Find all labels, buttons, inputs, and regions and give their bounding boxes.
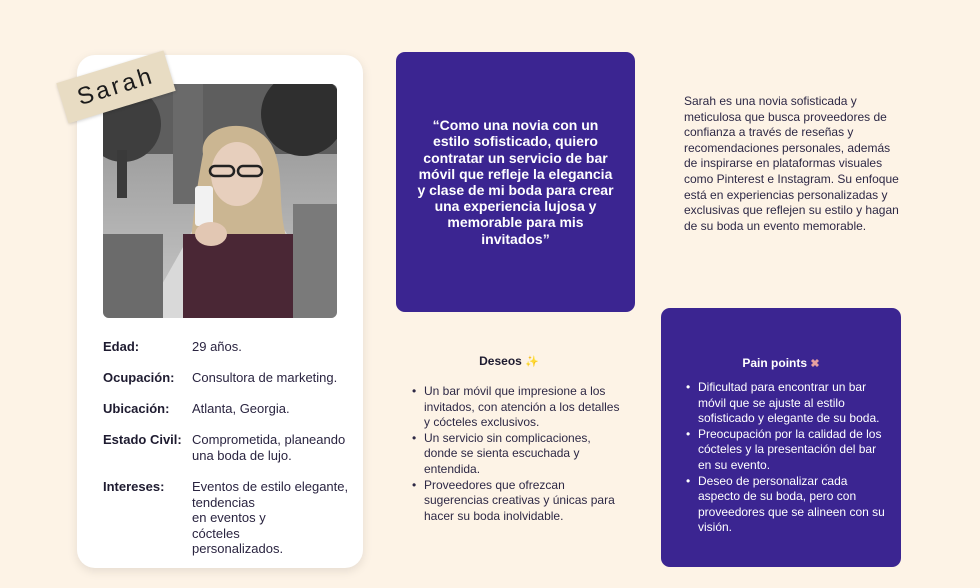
profile-value: Comprometida, planeando una boda de lujo. (192, 432, 346, 463)
pain-points-list (686, 380, 891, 536)
persona-quote-box (396, 52, 635, 312)
pain-icon: ✖ (810, 358, 820, 370)
persona-description: Sarah es una novia sofisticada y meticulosa que busca proveedores de confianza a través de reseñas y recomendaciones personales, además de inspirarse en plataformas visuales como Pinterest e Instagram. Su enfoque está en experiencias personalizadas y exclusivas que reflejen su estilo y hagan de su boda un evento memorable. (684, 94, 899, 233)
pain-points-box (661, 308, 901, 567)
profile-label: Ubicación: (103, 401, 170, 416)
deseos-list (412, 384, 624, 524)
profile-label: Estado Civil: (103, 432, 182, 447)
sparkles-icon: ✨ (525, 356, 539, 368)
profile-label: Intereses: (103, 479, 165, 494)
profile-value: Consultora de marketing. (192, 370, 338, 385)
list-item: • Dificultad para encontrar un bar móvil que se ajuste al estilo sofisticado y elegante de su boda. (686, 380, 891, 427)
persona-name: Sarah (74, 62, 158, 111)
list-item: • Deseo de personalizar cada aspecto de su boda, pero con proveedores que se alineen con su visión. (686, 474, 891, 536)
deseos-heading (409, 354, 609, 368)
list-item: • Un servicio sin complicaciones, donde se sienta escuchada y entendida. (412, 431, 624, 478)
profile-value: Eventos de estilo elegante, tendencias en eventos y cócteles personalizados. (192, 479, 349, 556)
persona-photo (103, 84, 337, 318)
profile-label: Ocupación: (103, 370, 175, 385)
profile-label: Edad: (103, 339, 140, 354)
deseos-title: Deseos (479, 354, 522, 368)
profile-value: Atlanta, Georgia. (192, 401, 290, 416)
list-item: • Proveedores que ofrezcan sugerencias creativas y únicas para hacer su boda inolvidable. (412, 478, 624, 525)
pain-points-title: Pain points (742, 356, 808, 370)
list-item: • Preocupación por la calidad de los cócteles y la presentación del bar en su evento. (686, 427, 891, 474)
pain-points-heading (661, 356, 901, 370)
list-item: • Un bar móvil que impresione a los invitados, con atención a los detalles y cócteles exclusivos. (412, 384, 624, 431)
persona-quote: “Como una novia con un estilo sofisticado, quiero contratar un servicio de bar móvil que refleje la elegancia y clase de mi boda para crear una experiencia lujosa y memorable para mis invitados” (417, 117, 614, 247)
profile-value: 29 años. (192, 339, 242, 354)
